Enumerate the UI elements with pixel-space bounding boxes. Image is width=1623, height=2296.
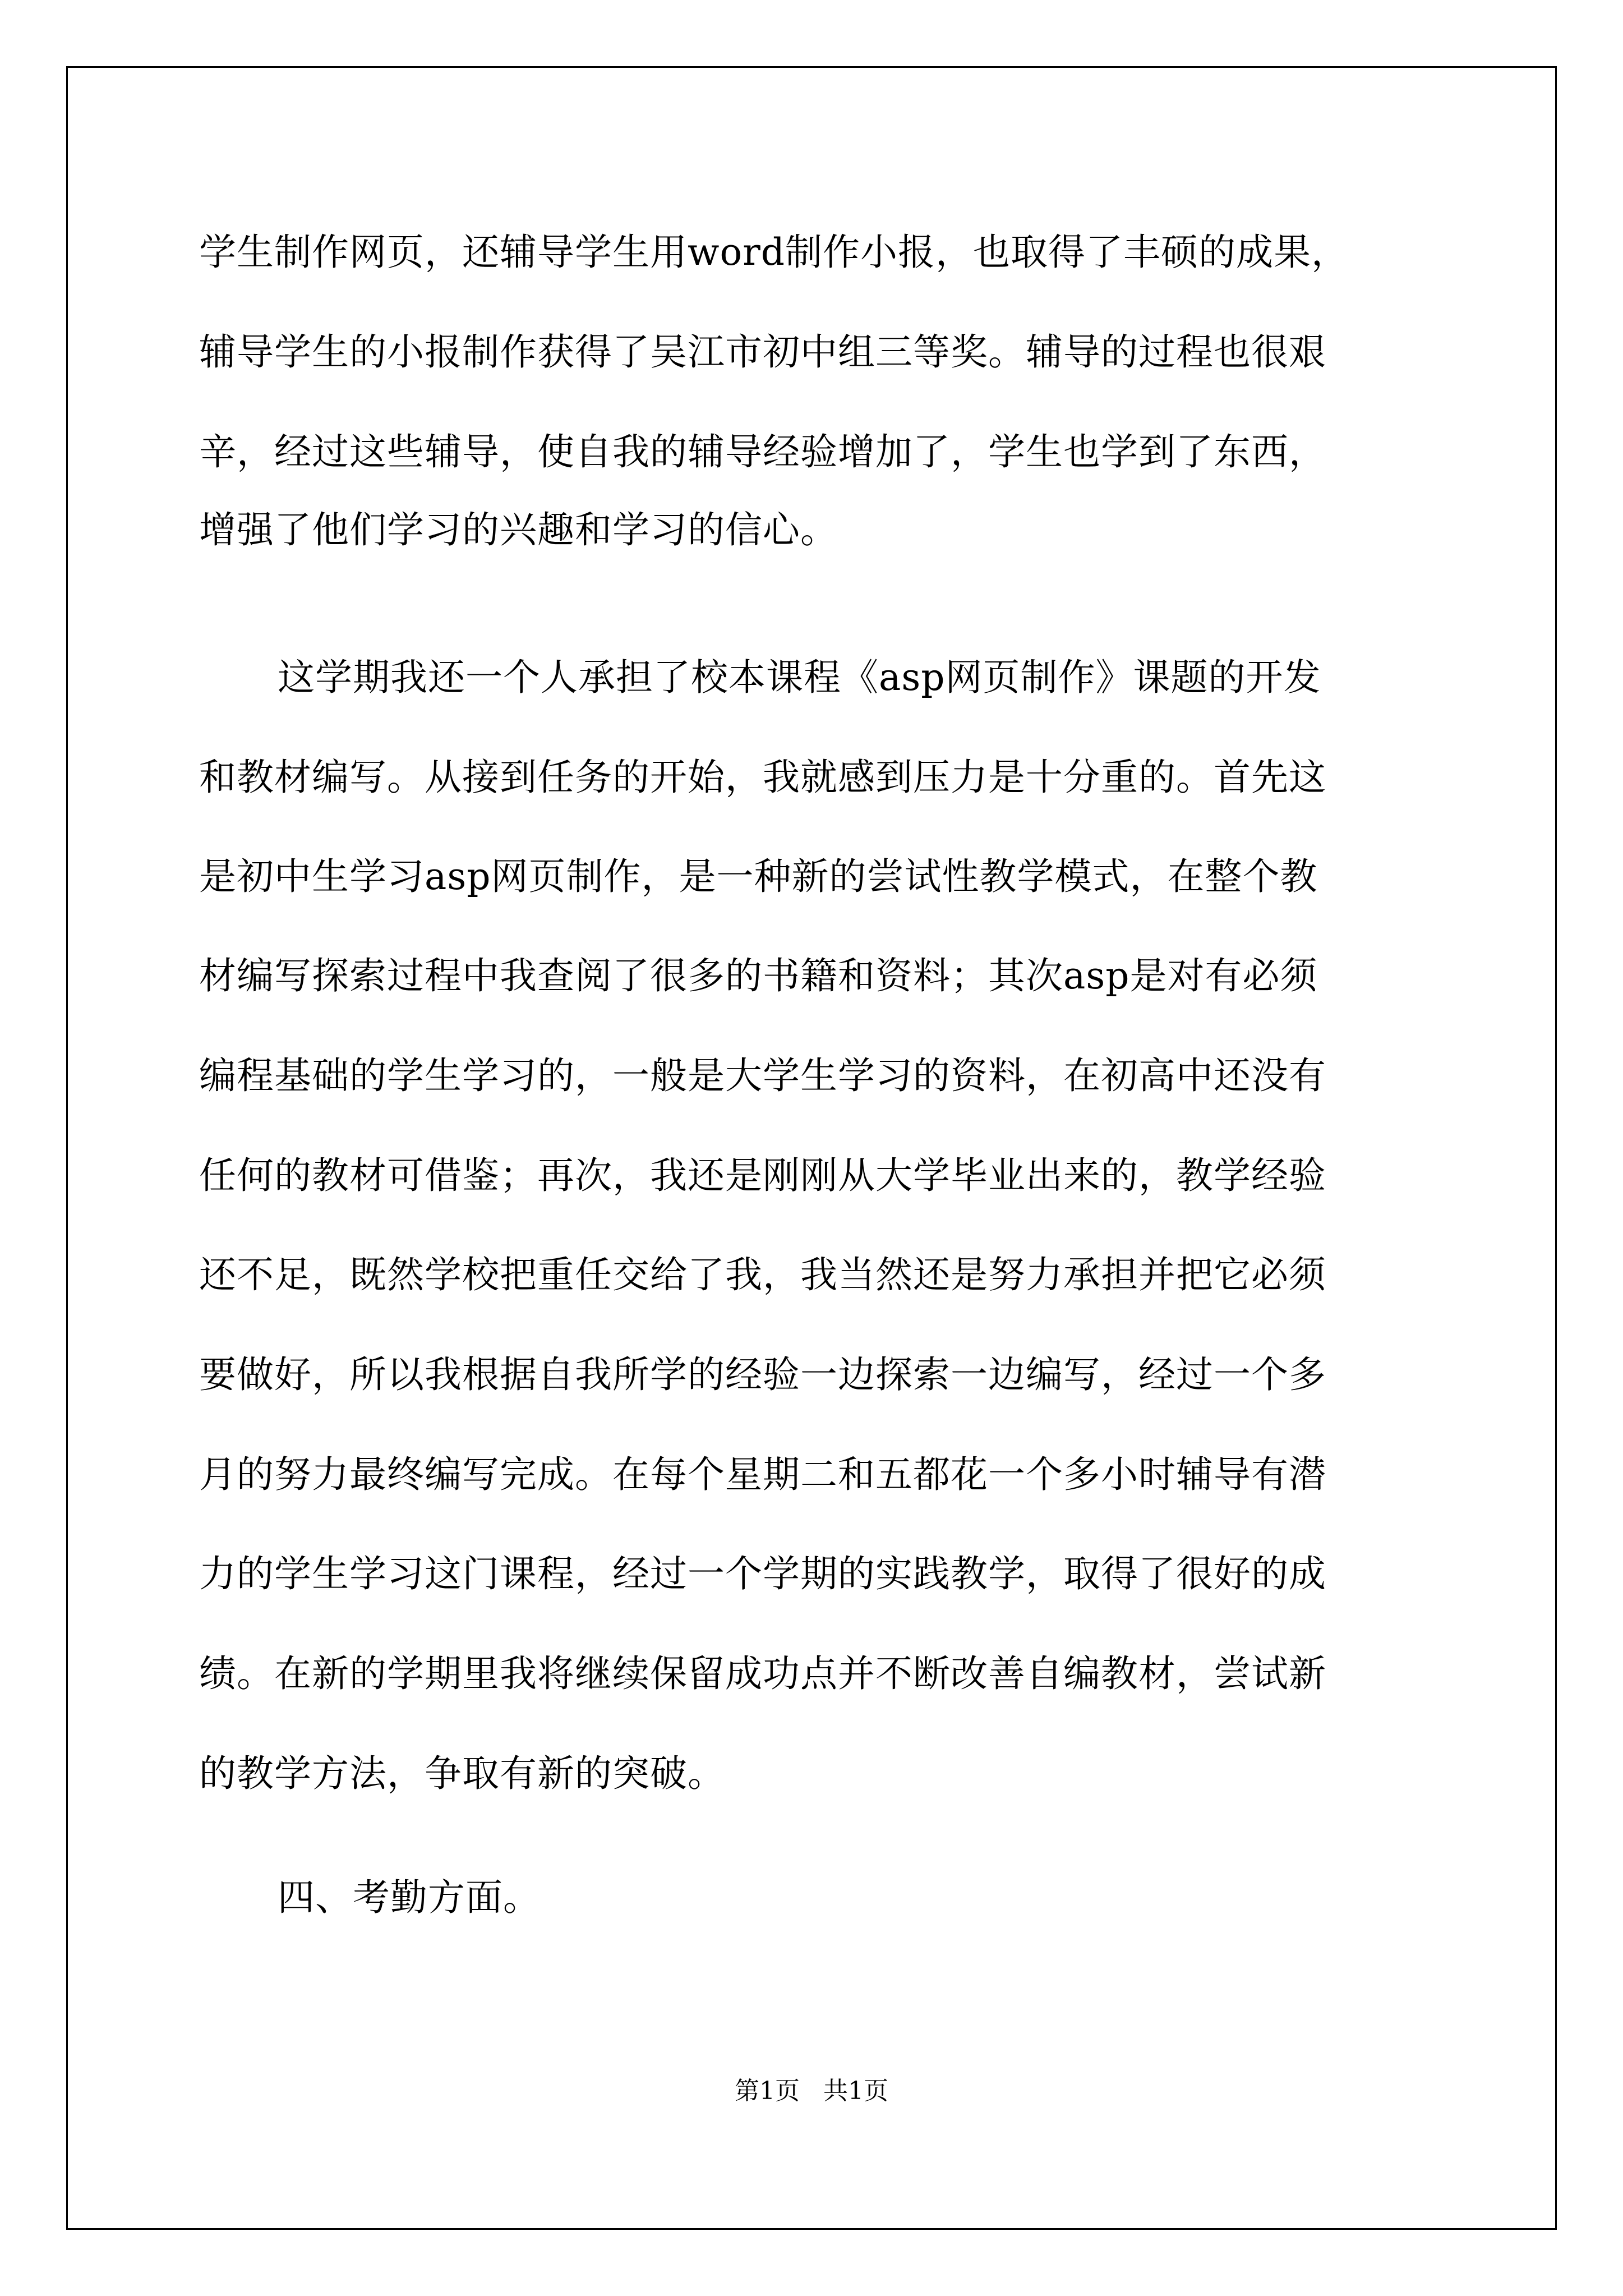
page-number-footer: 第1页 共1页 [735, 2077, 888, 2105]
body-line: 和教材编写。从接到任务的开始，我就感到压力是十分重的。首先这 [199, 756, 1326, 799]
section-heading: 四、考勤方面。 [278, 1876, 541, 1919]
body-line: 编程基础的学生学习的，一般是大学生学习的资料，在初高中还没有 [199, 1054, 1326, 1097]
body-line: 辛，经过这些辅导，使自我的辅导经验增加了，学生也学到了东西， [199, 430, 1326, 473]
body-line: 是初中生学习asp网页制作，是一种新的尝试性教学模式，在整个教 [199, 855, 1318, 898]
body-line: 绩。在新的学期里我将继续保留成功点并不断改善自编教材，尝试新 [199, 1652, 1326, 1695]
body-line: 材编写探索过程中我查阅了很多的书籍和资料；其次asp是对有必须 [199, 954, 1318, 997]
body-line: 要做好，所以我根据自我所学的经验一边探索一边编写，经过一个多 [199, 1353, 1326, 1396]
body-line: 力的学生学习这门课程，经过一个学期的实践教学，取得了很好的成 [199, 1552, 1326, 1595]
body-line: 月的努力最终编写完成。在每个星期二和五都花一个多小时辅导有潜 [199, 1453, 1326, 1496]
body-line: 还不足，既然学校把重任交给了我，我当然还是努力承担并把它必须 [199, 1253, 1326, 1296]
body-line: 任何的教材可借鉴；再次，我还是刚刚从大学毕业出来的，教学经验 [199, 1154, 1326, 1197]
body-line: 学生制作网页，还辅导学生用word制作小报，也取得了丰硕的成果， [199, 231, 1349, 274]
paragraph-first-line: 这学期我还一个人承担了校本课程《asp网页制作》课题的开发 [278, 656, 1321, 699]
body-line: 的教学方法，争取有新的突破。 [199, 1752, 725, 1795]
body-line: 增强了他们学习的兴趣和学习的信心。 [199, 508, 838, 551]
body-line: 辅导学生的小报制作获得了吴江市初中组三等奖。辅导的过程也很艰 [199, 330, 1326, 374]
